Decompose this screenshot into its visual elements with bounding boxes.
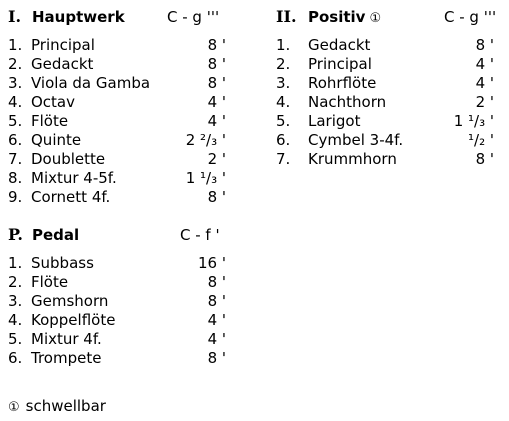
division-name-text: Positiv bbox=[308, 8, 366, 26]
stop-pitch: 8 ' bbox=[207, 36, 226, 54]
stop-pitch: 8 ' bbox=[207, 188, 226, 206]
stop-name: Koppelflöte bbox=[31, 311, 116, 329]
stop-name: Cymbel 3-4f. bbox=[308, 131, 404, 149]
stop-name: Flöte bbox=[31, 112, 69, 130]
stop-row bbox=[8, 311, 238, 330]
division-numeral: I. bbox=[8, 7, 22, 26]
stop-row bbox=[276, 36, 506, 55]
stop-number: 2. bbox=[8, 55, 23, 73]
stop-pitch: 2 ²/₃ ' bbox=[185, 131, 226, 149]
stop-pitch: ¹/₂ ' bbox=[468, 131, 494, 149]
stop-pitch: 8 ' bbox=[207, 292, 226, 310]
stop-number: 1. bbox=[8, 254, 23, 272]
division-hauptwerk bbox=[8, 6, 238, 207]
stop-row bbox=[8, 74, 238, 93]
stop-name: Gedackt bbox=[308, 36, 371, 54]
stop-number: 5. bbox=[276, 112, 291, 130]
division-positiv bbox=[276, 6, 506, 169]
stop-name: Cornett 4f. bbox=[31, 188, 111, 206]
stop-name: Gemshorn bbox=[31, 292, 109, 310]
stop-name: Gedackt bbox=[31, 55, 94, 73]
stop-row bbox=[8, 93, 238, 112]
division-numeral: P. bbox=[8, 225, 23, 244]
stop-number: 8. bbox=[8, 169, 23, 187]
stop-row bbox=[8, 169, 238, 188]
stop-name: Quinte bbox=[31, 131, 82, 149]
stop-row bbox=[8, 292, 238, 311]
division-header bbox=[8, 6, 238, 28]
stop-row bbox=[276, 55, 506, 74]
stop-pitch: 1 ¹/₃ ' bbox=[185, 169, 226, 187]
stop-number: 2. bbox=[276, 55, 291, 73]
stop-name: Mixtur 4-5f. bbox=[31, 169, 117, 187]
stop-row bbox=[8, 36, 238, 55]
stop-number: 3. bbox=[276, 74, 291, 92]
stop-pitch: 4 ' bbox=[207, 330, 226, 348]
stop-number: 5. bbox=[8, 112, 23, 130]
stop-row bbox=[8, 330, 238, 349]
stop-name: Doublette bbox=[31, 150, 106, 168]
stop-row bbox=[8, 254, 238, 273]
stop-list bbox=[8, 254, 238, 368]
division-name: Hauptwerk bbox=[32, 8, 125, 26]
stop-pitch: 8 ' bbox=[207, 74, 226, 92]
stop-name: Principal bbox=[31, 36, 95, 54]
stop-name: Nachthorn bbox=[308, 93, 387, 111]
stop-name: Viola da Gamba bbox=[31, 74, 151, 92]
stop-row bbox=[276, 112, 506, 131]
stop-number: 2. bbox=[8, 273, 23, 291]
stop-name: Krummhorn bbox=[308, 150, 397, 168]
stop-name: Trompete bbox=[31, 349, 102, 367]
stop-pitch: 4 ' bbox=[475, 74, 494, 92]
stop-pitch: 4 ' bbox=[207, 112, 226, 130]
stop-pitch: 4 ' bbox=[475, 55, 494, 73]
stop-number: 3. bbox=[8, 74, 23, 92]
stop-row bbox=[8, 150, 238, 169]
stop-row bbox=[8, 273, 238, 292]
stop-number: 1. bbox=[8, 36, 23, 54]
stop-number: 5. bbox=[8, 330, 23, 348]
division-range: C - g ''' bbox=[167, 8, 220, 26]
stop-pitch: 8 ' bbox=[207, 55, 226, 73]
division-numeral: II. bbox=[276, 7, 297, 26]
division-header bbox=[276, 6, 506, 28]
stop-name: Flöte bbox=[31, 273, 69, 291]
stop-pitch: 4 ' bbox=[207, 311, 226, 329]
stop-number: 4. bbox=[8, 311, 23, 329]
stop-pitch: 4 ' bbox=[207, 93, 226, 111]
stop-name: Principal bbox=[308, 55, 372, 73]
stop-number: 6. bbox=[276, 131, 291, 149]
stop-row bbox=[8, 188, 238, 207]
stop-row bbox=[276, 150, 506, 169]
division-pedal bbox=[8, 224, 238, 368]
stop-number: 1. bbox=[276, 36, 291, 54]
stop-pitch: 8 ' bbox=[475, 150, 494, 168]
stop-pitch: 8 ' bbox=[207, 273, 226, 291]
stop-row bbox=[8, 131, 238, 150]
stop-row bbox=[8, 349, 238, 368]
division-name bbox=[308, 6, 381, 30]
stop-list bbox=[276, 36, 506, 169]
stop-number: 4. bbox=[8, 93, 23, 111]
division-range: C - f ' bbox=[180, 226, 220, 244]
stop-number: 7. bbox=[8, 150, 23, 168]
stop-row bbox=[276, 74, 506, 93]
stop-number: 3. bbox=[8, 292, 23, 310]
footnote-text: schwellbar bbox=[25, 397, 106, 415]
stop-name: Octav bbox=[31, 93, 76, 111]
stop-number: 9. bbox=[8, 188, 23, 206]
stop-name: Rohrflöte bbox=[308, 74, 377, 92]
stop-number: 6. bbox=[8, 131, 23, 149]
stop-name: Mixtur 4f. bbox=[31, 330, 102, 348]
swell-marker-icon: ① bbox=[369, 11, 382, 26]
division-name: Pedal bbox=[32, 226, 80, 244]
stop-pitch: 1 ¹/₃ ' bbox=[453, 112, 494, 130]
stop-pitch: 8 ' bbox=[207, 349, 226, 367]
stop-list bbox=[8, 36, 238, 207]
stop-pitch: 2 ' bbox=[475, 93, 494, 111]
swell-marker-icon: ① bbox=[8, 400, 20, 415]
stop-row bbox=[8, 55, 238, 74]
stop-pitch: 8 ' bbox=[475, 36, 494, 54]
footnote bbox=[8, 396, 106, 416]
division-header bbox=[8, 224, 238, 246]
stop-row bbox=[276, 93, 506, 112]
stop-name: Larigot bbox=[308, 112, 361, 130]
stop-number: 6. bbox=[8, 349, 23, 367]
stop-row bbox=[8, 112, 238, 131]
stop-number: 4. bbox=[276, 93, 291, 111]
stop-name: Subbass bbox=[31, 254, 94, 272]
stop-pitch: 16 ' bbox=[198, 254, 226, 272]
stop-row bbox=[276, 131, 506, 150]
stop-pitch: 2 ' bbox=[207, 150, 226, 168]
stop-number: 7. bbox=[276, 150, 291, 168]
division-range: C - g ''' bbox=[444, 8, 497, 26]
